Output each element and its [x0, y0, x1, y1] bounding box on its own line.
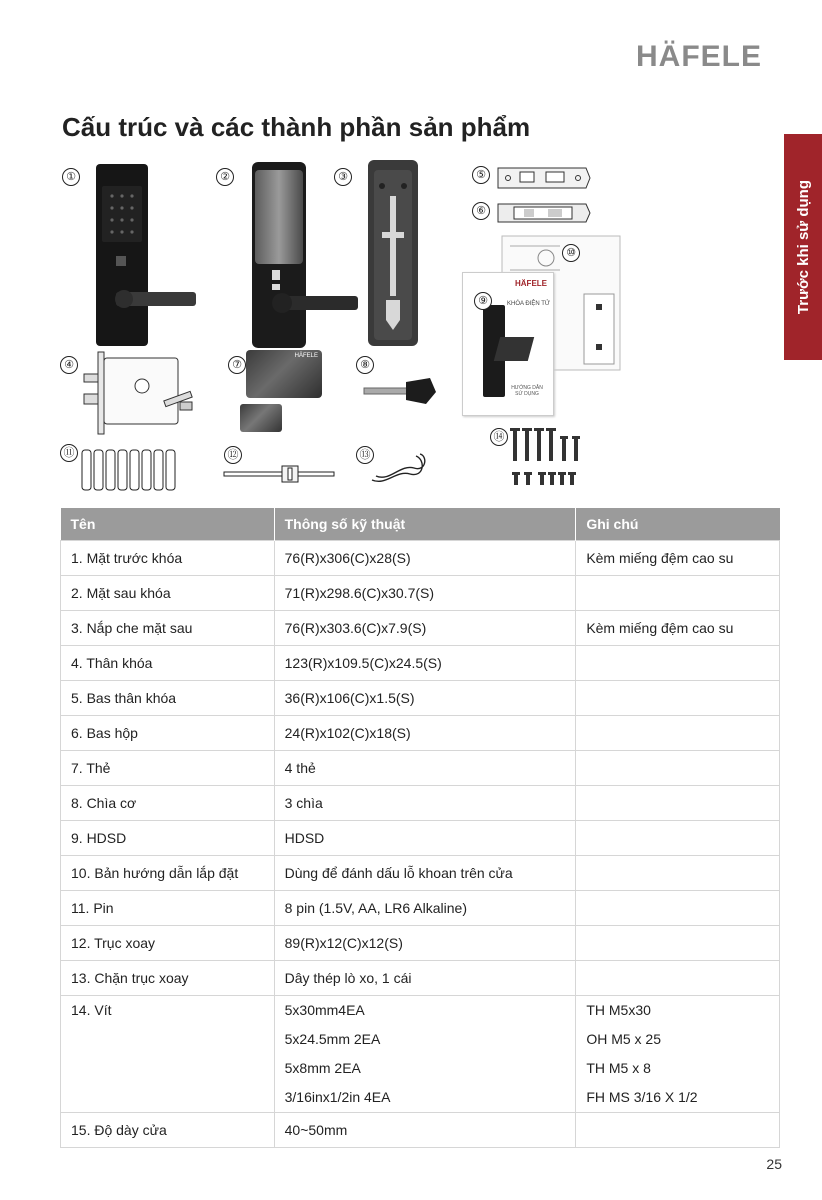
manual-title: KHÓA ĐIỆN TỬ: [507, 301, 551, 307]
callout-8: ⑧: [356, 356, 374, 374]
table-row: [61, 716, 780, 751]
cell-note: [576, 646, 780, 681]
table-row: [61, 646, 780, 681]
cell-spec: HDSD: [274, 821, 576, 856]
cell-name: 11. Pin: [61, 891, 275, 926]
front-lock-image: [90, 164, 200, 348]
callout-14: ⑭: [490, 428, 508, 446]
screw-spec: 3/16inx1/2in 4EA: [284, 1089, 391, 1105]
cell-spec: 123(R)x109.5(C)x24.5(S): [274, 646, 576, 681]
cell-name: 13. Chặn trục xoay: [61, 961, 275, 996]
page-number: 25: [766, 1156, 782, 1172]
cell-note: [576, 681, 780, 716]
screw-name: 14. Vít: [71, 1002, 112, 1018]
callout-11: ⑪: [60, 444, 78, 462]
cell-spec: 24(R)x102(C)x18(S): [274, 716, 576, 751]
cell-spec: Dây thép lò xo, 1 cái: [274, 961, 576, 996]
cell-note: Kèm miếng đệm cao su: [576, 611, 780, 646]
spec-table: [60, 508, 780, 1148]
page-title: Cấu trúc và các thành phần sản phẩm: [62, 112, 531, 142]
cell-spec: 76(R)x306(C)x28(S): [274, 541, 576, 576]
cell-name: 6. Bas hộp: [61, 716, 275, 751]
lock-body-image: [80, 350, 210, 440]
cell-name: 8. Chìa cơ: [61, 786, 275, 821]
strike-plate-image: [494, 164, 594, 192]
table-row: [61, 821, 780, 856]
cell-note: [576, 961, 780, 996]
brand-logo: HÄFELE: [636, 40, 762, 73]
screw-note: OH M5 x 25: [586, 1031, 662, 1047]
back-cover-image: [362, 160, 442, 352]
manual-subtitle: HƯỚNG DẪN SỬ DỤNG: [511, 385, 543, 397]
cell-name: 1. Mặt trước khóa: [61, 541, 275, 576]
cell-note: [576, 786, 780, 821]
cell-note: [576, 926, 780, 961]
header-note: Ghi chú: [576, 508, 780, 541]
mechanical-key-image: [360, 374, 440, 410]
cell-name: 3. Nắp che mặt sau: [61, 611, 275, 646]
cell-spec: [274, 996, 576, 1113]
callout-7: ⑦: [228, 356, 246, 374]
cell-spec: 36(R)x106(C)x1.5(S): [274, 681, 576, 716]
cell-note: [576, 891, 780, 926]
screws-image: [508, 426, 590, 492]
callout-3: ③: [334, 168, 352, 186]
cell-name: 12. Trục xoay: [61, 926, 275, 961]
table-row: [61, 541, 780, 576]
cell-name: 5. Bas thân khóa: [61, 681, 275, 716]
cell-note: [576, 1113, 780, 1148]
cell-spec: 8 pin (1.5V, AA, LR6 Alkaline): [274, 891, 576, 926]
cell-note: [576, 751, 780, 786]
back-lock-image: [246, 162, 366, 352]
table-row: [61, 926, 780, 961]
callout-1: ①: [62, 168, 80, 186]
table-row: [61, 961, 780, 996]
callout-9: ⑨: [474, 292, 492, 310]
cell-name: [61, 996, 275, 1113]
callout-5: ⑤: [472, 166, 490, 184]
table-row: [61, 786, 780, 821]
table-row: [61, 576, 780, 611]
screw-spec: 5x8mm 2EA: [284, 1060, 361, 1076]
cell-name: 2. Mặt sau khóa: [61, 576, 275, 611]
screw-note: FH MS 3/16 X 1/2: [586, 1089, 698, 1105]
cell-spec: 3 chìa: [274, 786, 576, 821]
cell-name: 9. HDSD: [61, 821, 275, 856]
components-figure: [60, 160, 780, 500]
table-row: [61, 856, 780, 891]
callout-10: ⑩: [562, 244, 580, 262]
cell-name: 4. Thân khóa: [61, 646, 275, 681]
cell-spec: Dùng để đánh dấu lỗ khoan trên cửa: [274, 856, 576, 891]
cell-spec: 40~50mm: [274, 1113, 576, 1148]
section-tab: [784, 134, 822, 360]
cell-spec: 76(R)x303.6(C)x7.9(S): [274, 611, 576, 646]
cell-name: 10. Bản hướng dẫn lắp đặt: [61, 856, 275, 891]
header-name: Tên: [61, 508, 275, 541]
header-spec: Thông số kỹ thuật: [274, 508, 576, 541]
manual-brand: HÄFELE: [515, 279, 547, 288]
spindle-stopper-image: [366, 450, 436, 490]
cell-name: 15. Độ dày cửa: [61, 1113, 275, 1148]
spindle-image: [222, 460, 336, 488]
callout-13: ⑬: [356, 446, 374, 464]
callout-12: ⑫: [224, 446, 242, 464]
table-row: [61, 681, 780, 716]
callout-2: ②: [216, 168, 234, 186]
cell-note: [576, 996, 780, 1113]
cell-note: [576, 821, 780, 856]
cell-note: [576, 856, 780, 891]
screw-spec: 5x24.5mm 2EA: [284, 1031, 381, 1047]
section-tab-label: Trước khi sử dụng: [794, 179, 812, 315]
cell-note: [576, 576, 780, 611]
table-row: [61, 751, 780, 786]
table-row-screws: [61, 996, 780, 1113]
callout-6: ⑥: [472, 202, 490, 220]
small-card-image: [240, 404, 282, 432]
cell-note: Kèm miếng đệm cao su: [576, 541, 780, 576]
cell-spec: 4 thẻ: [274, 751, 576, 786]
cell-note: [576, 716, 780, 751]
screw-note: TH M5 x 8: [586, 1060, 651, 1076]
table-row: [61, 1113, 780, 1148]
card-image: [246, 350, 322, 398]
card-brand: HÄFELE: [294, 353, 318, 359]
cell-spec: 89(R)x12(C)x12(S): [274, 926, 576, 961]
cell-spec: 71(R)x298.6(C)x30.7(S): [274, 576, 576, 611]
table-row: [61, 891, 780, 926]
screw-spec: 5x30mm4EA: [284, 1002, 365, 1018]
callout-4: ④: [60, 356, 78, 374]
cell-name: 7. Thẻ: [61, 751, 275, 786]
table-row: [61, 611, 780, 646]
table-header-row: [61, 508, 780, 541]
batteries-image: [80, 444, 180, 496]
screw-note: TH M5x30: [586, 1002, 651, 1018]
strike-box-image: [494, 198, 594, 228]
